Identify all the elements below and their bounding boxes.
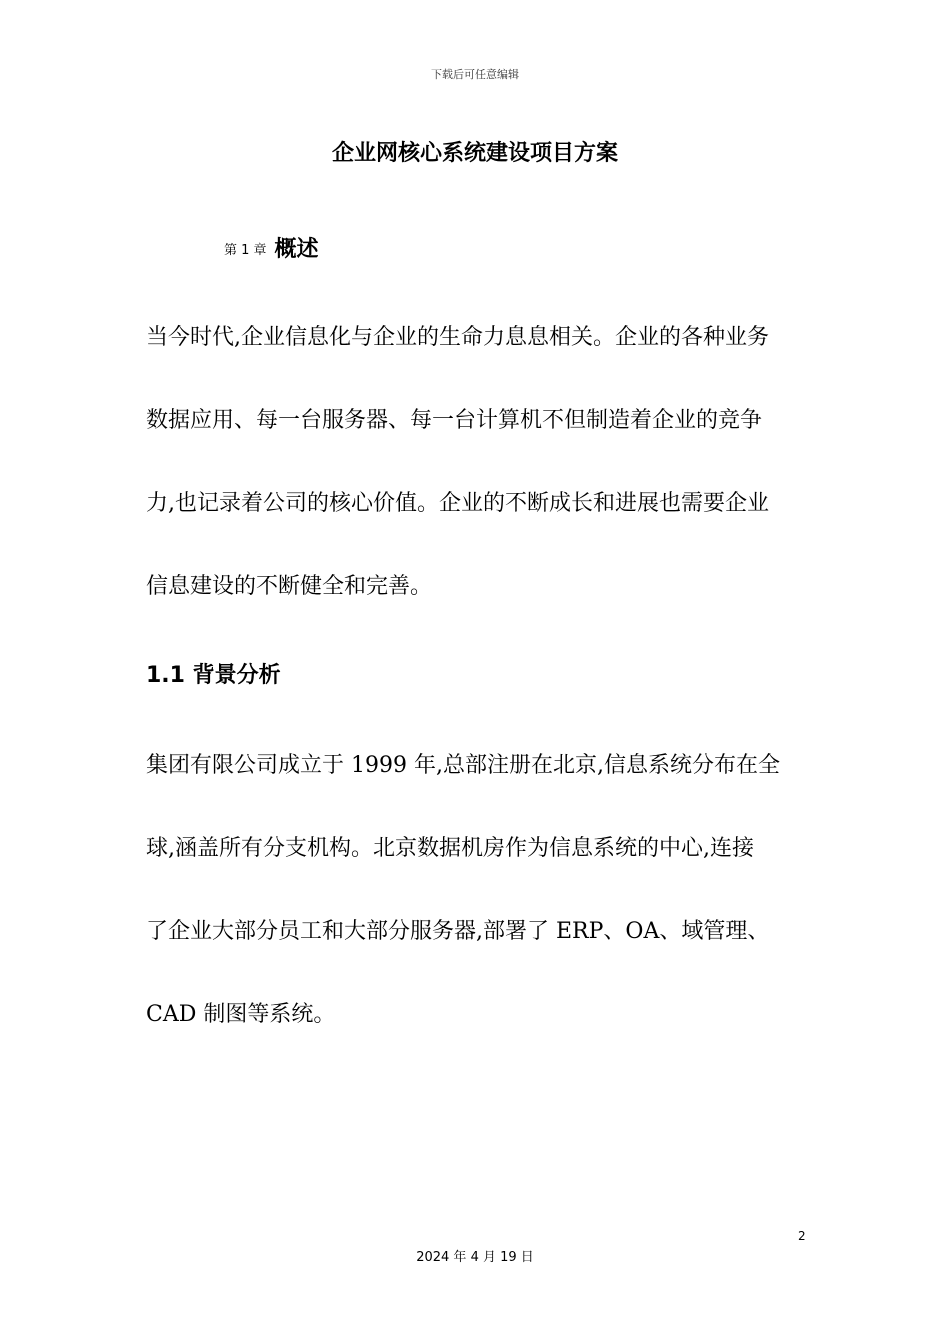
intro-paragraph-line: 当今时代,企业信息化与企业的生命力息息相关。企业的各种业务: [146, 325, 769, 350]
section-paragraph-line: 了企业大部分员工和大部分服务器,部署了 ERP、OA、域管理、: [146, 919, 770, 944]
chapter-title: 概述: [274, 237, 319, 262]
intro-paragraph-line: 数据应用、每一台服务器、每一台计算机不但制造着企业的竞争: [146, 408, 763, 433]
intro-paragraph-line: 信息建设的不断健全和完善。: [146, 574, 433, 599]
section-paragraph-line: 球,涵盖所有分支机构。北京数据机房作为信息系统的中心,连接: [146, 836, 754, 861]
intro-paragraph-line: 力,也记录着公司的核心价值。企业的不断成长和进展也需要企业: [146, 491, 769, 516]
footer-date: 2024 年 4 月 19 日: [416, 1250, 534, 1265]
page-number: 2: [798, 1229, 806, 1243]
section-heading: 1.1 背景分析: [146, 663, 281, 688]
section-paragraph-line: 集团有限公司成立于 1999 年,总部注册在北京,信息系统分布在全: [146, 753, 780, 778]
chapter-heading: [224, 232, 319, 263]
page-header-note: 下载后可任意编辑: [431, 68, 519, 81]
chapter-number: 第 1 章: [224, 243, 267, 258]
document-title: 企业网核心系统建设项目方案: [331, 141, 618, 166]
section-paragraph-line: CAD 制图等系统。: [146, 1002, 336, 1027]
